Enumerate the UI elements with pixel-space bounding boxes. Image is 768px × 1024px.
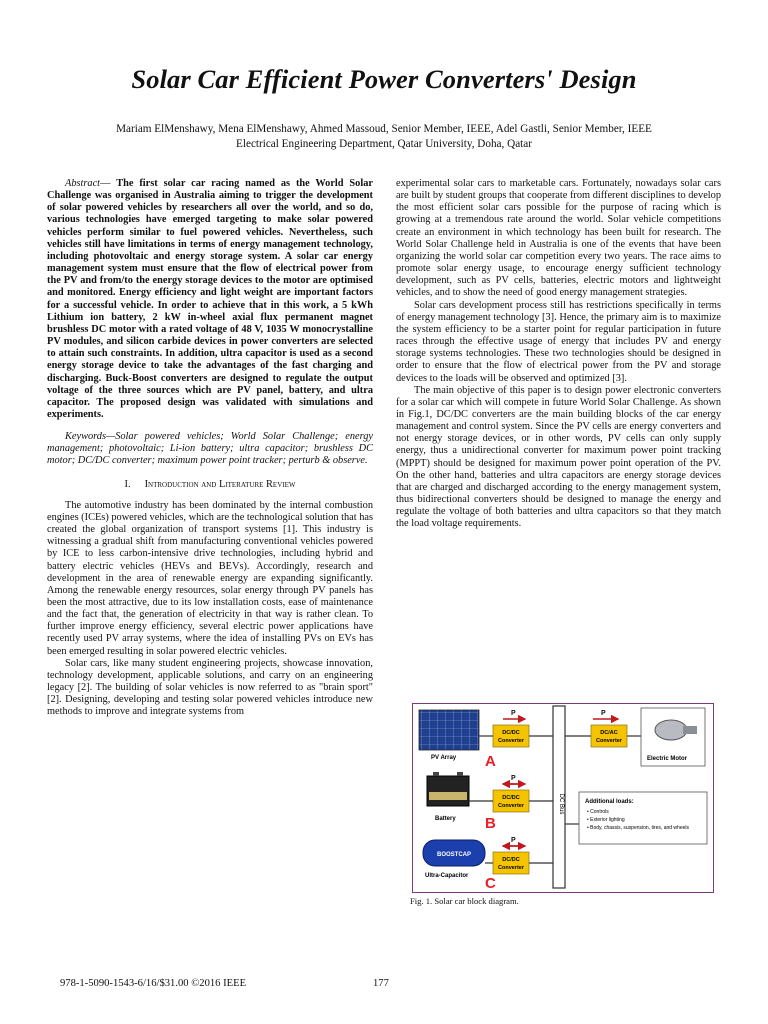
motor-icon: [655, 720, 687, 740]
abstract-dash: —: [100, 178, 117, 189]
keywords-body: Solar powered vehicles; World Solar Challenge; energy management; photovoltaic; Li-ion battery; ultra capacitor; brushless DC motor; DC/DC converter; maximum power point tracker; perturb & observe.: [47, 431, 373, 467]
svg-text:DC/DC: DC/DC: [502, 795, 520, 801]
body-paragraph-restrictions: Solar cars development process still has restrictions specifically in terms of energy management technology [3]. Hence, the primary aim is to maximize the system efficiency to be a starter point for regular participation in future races through the effective usage of energy that includes PV and energy storage systems technologies. These two technologies should be designed in order to ensure that the flow of electrical power from the PV and storage devices to the loads will be observed and optimized [3].: [396, 299, 721, 384]
dcdc-converter-c: [493, 852, 529, 874]
author-names: Mariam ElMenshawy, Mena ElMenshawy, Ahmed Massoud, Senior Member, IEEE, Adel Gastli, Senior Member, IEEE: [116, 123, 652, 135]
figure-caption: Fig. 1. Solar car block diagram.: [410, 896, 519, 906]
pv-array-block: [419, 710, 496, 770]
svg-text:Converter: Converter: [498, 738, 524, 744]
svg-text:Converter: Converter: [596, 738, 622, 744]
dc-bus-label: DC Bus: [558, 793, 564, 815]
body-paragraph-continued: experimental solar cars to marketable cars. Fortunately, nowadays solar cars are built by student groups that cooperate from different disciplines to develop the most efficient solar cars possible for the purpose of racing which is growing at a tremendous rate around the world. Solar vehicle competitions create an environment in which technology has been built for research. The World Solar Challenge held in Australia is one of the events that have been organizing the world solar car competition every two years. The race aims to promote solar energy usage, to encourage energy sufficient technology development, such as PV cells, batteries, electric motors and lightweight vehicles, and to show the need of good energy management strategies.: [396, 178, 721, 299]
additional-loads-block: [579, 792, 707, 844]
section-number: I.: [124, 478, 131, 490]
paper-title: Solar Car Efficient Power Converters' Design: [131, 64, 637, 94]
dc-bus: [553, 706, 565, 888]
dcdc-converter-a: [493, 725, 529, 747]
page-number: 177: [373, 978, 389, 989]
letter-c: C: [485, 875, 496, 892]
keywords: [47, 431, 373, 467]
svg-text:DC/DC: DC/DC: [502, 730, 520, 736]
svg-text:Converter: Converter: [498, 865, 524, 871]
battery-icon: [427, 776, 469, 806]
abstract: [47, 178, 373, 421]
block-diagram-svg: [413, 704, 713, 892]
letter-b: B: [485, 815, 496, 832]
p-label-c: P: [511, 837, 516, 844]
intro-paragraph-1: The automotive industry has been dominated by the internal combustion engines (ICEs) powered vehicles, which are the technological solution that has created the global organization of transport systems [1]. This industry is witnessing a gradual shift from manufacturing conventional vehicles powered by ICE to less carbon-intensive drive technologies, including hybrid and battery electric vehicles (HEVs and BEVs). Accordingly, research and development in the area of renewable energy are expanding significantly. Among the renewable energy resources, solar energy through PV panels has been the most attractive, due to its low installation costs, ease of maintenance and the fact that, the generation of electricity in that way is rather clean. To further improve energy efficiency, several electric power applications have recently used PV array systems, where the idea of installing PVs on EVs has been emerged resulting in solar powered electric vehicles.: [47, 499, 374, 657]
footer-copyright: 978-1-5090-1543-6/16/$31.00 ©2016 IEEE: [60, 978, 247, 989]
keywords-label: Keywords—: [65, 431, 116, 443]
electric-motor-block: [641, 708, 705, 766]
author-affiliation: Electrical Engineering Department, Qatar University, Doha, Qatar: [236, 138, 532, 150]
section-heading: [47, 479, 373, 491]
section-title: Introduction and Literature Review: [144, 478, 296, 490]
load-item-2: • Exterior lighting: [587, 817, 625, 823]
motor-label: Electric Motor: [647, 756, 688, 762]
author-block: [0, 122, 768, 152]
dcac-converter: [591, 725, 627, 747]
block-diagram-figure: [412, 703, 714, 893]
load-item-3: • Body, chassis, suspension, tires, and wheels: [587, 825, 689, 831]
dcdc-converter-b: [493, 790, 529, 812]
right-column: [396, 178, 721, 531]
battery-block: [427, 772, 496, 832]
intro-paragraph-2: Solar cars, like many student engineering projects, showcase innovation, technology development, applicable solutions, and carry on an engineering legacy [2]. The building of solar vehicles is now referred to as "brain sport" [2]. Designing, developing and testing solar powered vehicles introduce new methods to improve and integrate systems from: [47, 657, 373, 718]
abstract-body: The first solar car racing named as the World Solar Challenge was organised in Australia aiming to trigger the development of solar powered vehicles by researchers all over the world, and so do, various technologies have emerged targeting to make solar powered vehicles perform similar to fuel powered vehicles. Nevertheless, such vehicles still have limitations in terms of energy management technology, including photovoltaic and energy storage system. A solar car energy management system must ensure that the flow of electrical power from the PV and from/to the energy storage devices to the motor are optimised and monitored. Energy efficiency and light weight are important factors for a successful vehicle. In order to achieve that in this work, a 5 kWh Lithium ion battery, 2 kW in-wheel axial flux permanent magnet brushless DC motor with a rated voltage of 48 V, 1035 W monocrystalline PV modules, and silicon carbide devices in power converters are selected to attain such constraints. In addition, ultra capacitor is used as a second energy storage device to take the advantages of the fast charging and discharging. Buck-Boost converters are designed to regulate the output voltage of the three sources which are PV panel, battery, and ultra capacitor. The proposed design was validated with simulations and experiments.: [47, 178, 373, 420]
ultracap-label: Ultra-Capacitor: [425, 873, 469, 879]
pv-array-label: PV Array: [431, 755, 457, 761]
body-paragraph-objective: The main objective of this paper is to design power electronic converters for a solar car which will compete in future World Solar Challenge. As shown in Fig.1, DC/DC converters are the main building blocks of the car energy management and control system. Since the PV cells are energy converters and not energy storage devices, or in other words, PV cells can only supply energy, thus a unidirectional converter for maximum power point tracking (MPPT) should be designed for maximum power point operation of the PV. On the other hand, batteries and ultra capacitors are energy storage devices that are charged and discharged according to the energy management system, thus bidirectional converters should be designed to manage the energy and regulate the voltage of both batteries and ultra capacitors so that they match the load voltage requirements.: [396, 384, 721, 530]
pv-panel-icon: [419, 710, 479, 750]
battery-label: Battery: [435, 816, 456, 822]
p-label-a: P: [511, 710, 516, 717]
svg-text:DC/DC: DC/DC: [502, 857, 520, 863]
p-label-motor: P: [601, 710, 606, 717]
svg-text:DC/AC: DC/AC: [600, 730, 618, 736]
load-item-1: • Controls: [587, 809, 609, 815]
ultracap-brand: BOOSTCAP: [437, 852, 472, 858]
abstract-label: Abstract: [65, 178, 101, 189]
left-column: [47, 178, 373, 719]
letter-a: A: [485, 753, 496, 770]
loads-title: Additional loads:: [585, 799, 634, 805]
svg-text:Converter: Converter: [498, 803, 524, 809]
p-label-b: P: [511, 775, 516, 782]
ultracap-block: [423, 840, 496, 892]
